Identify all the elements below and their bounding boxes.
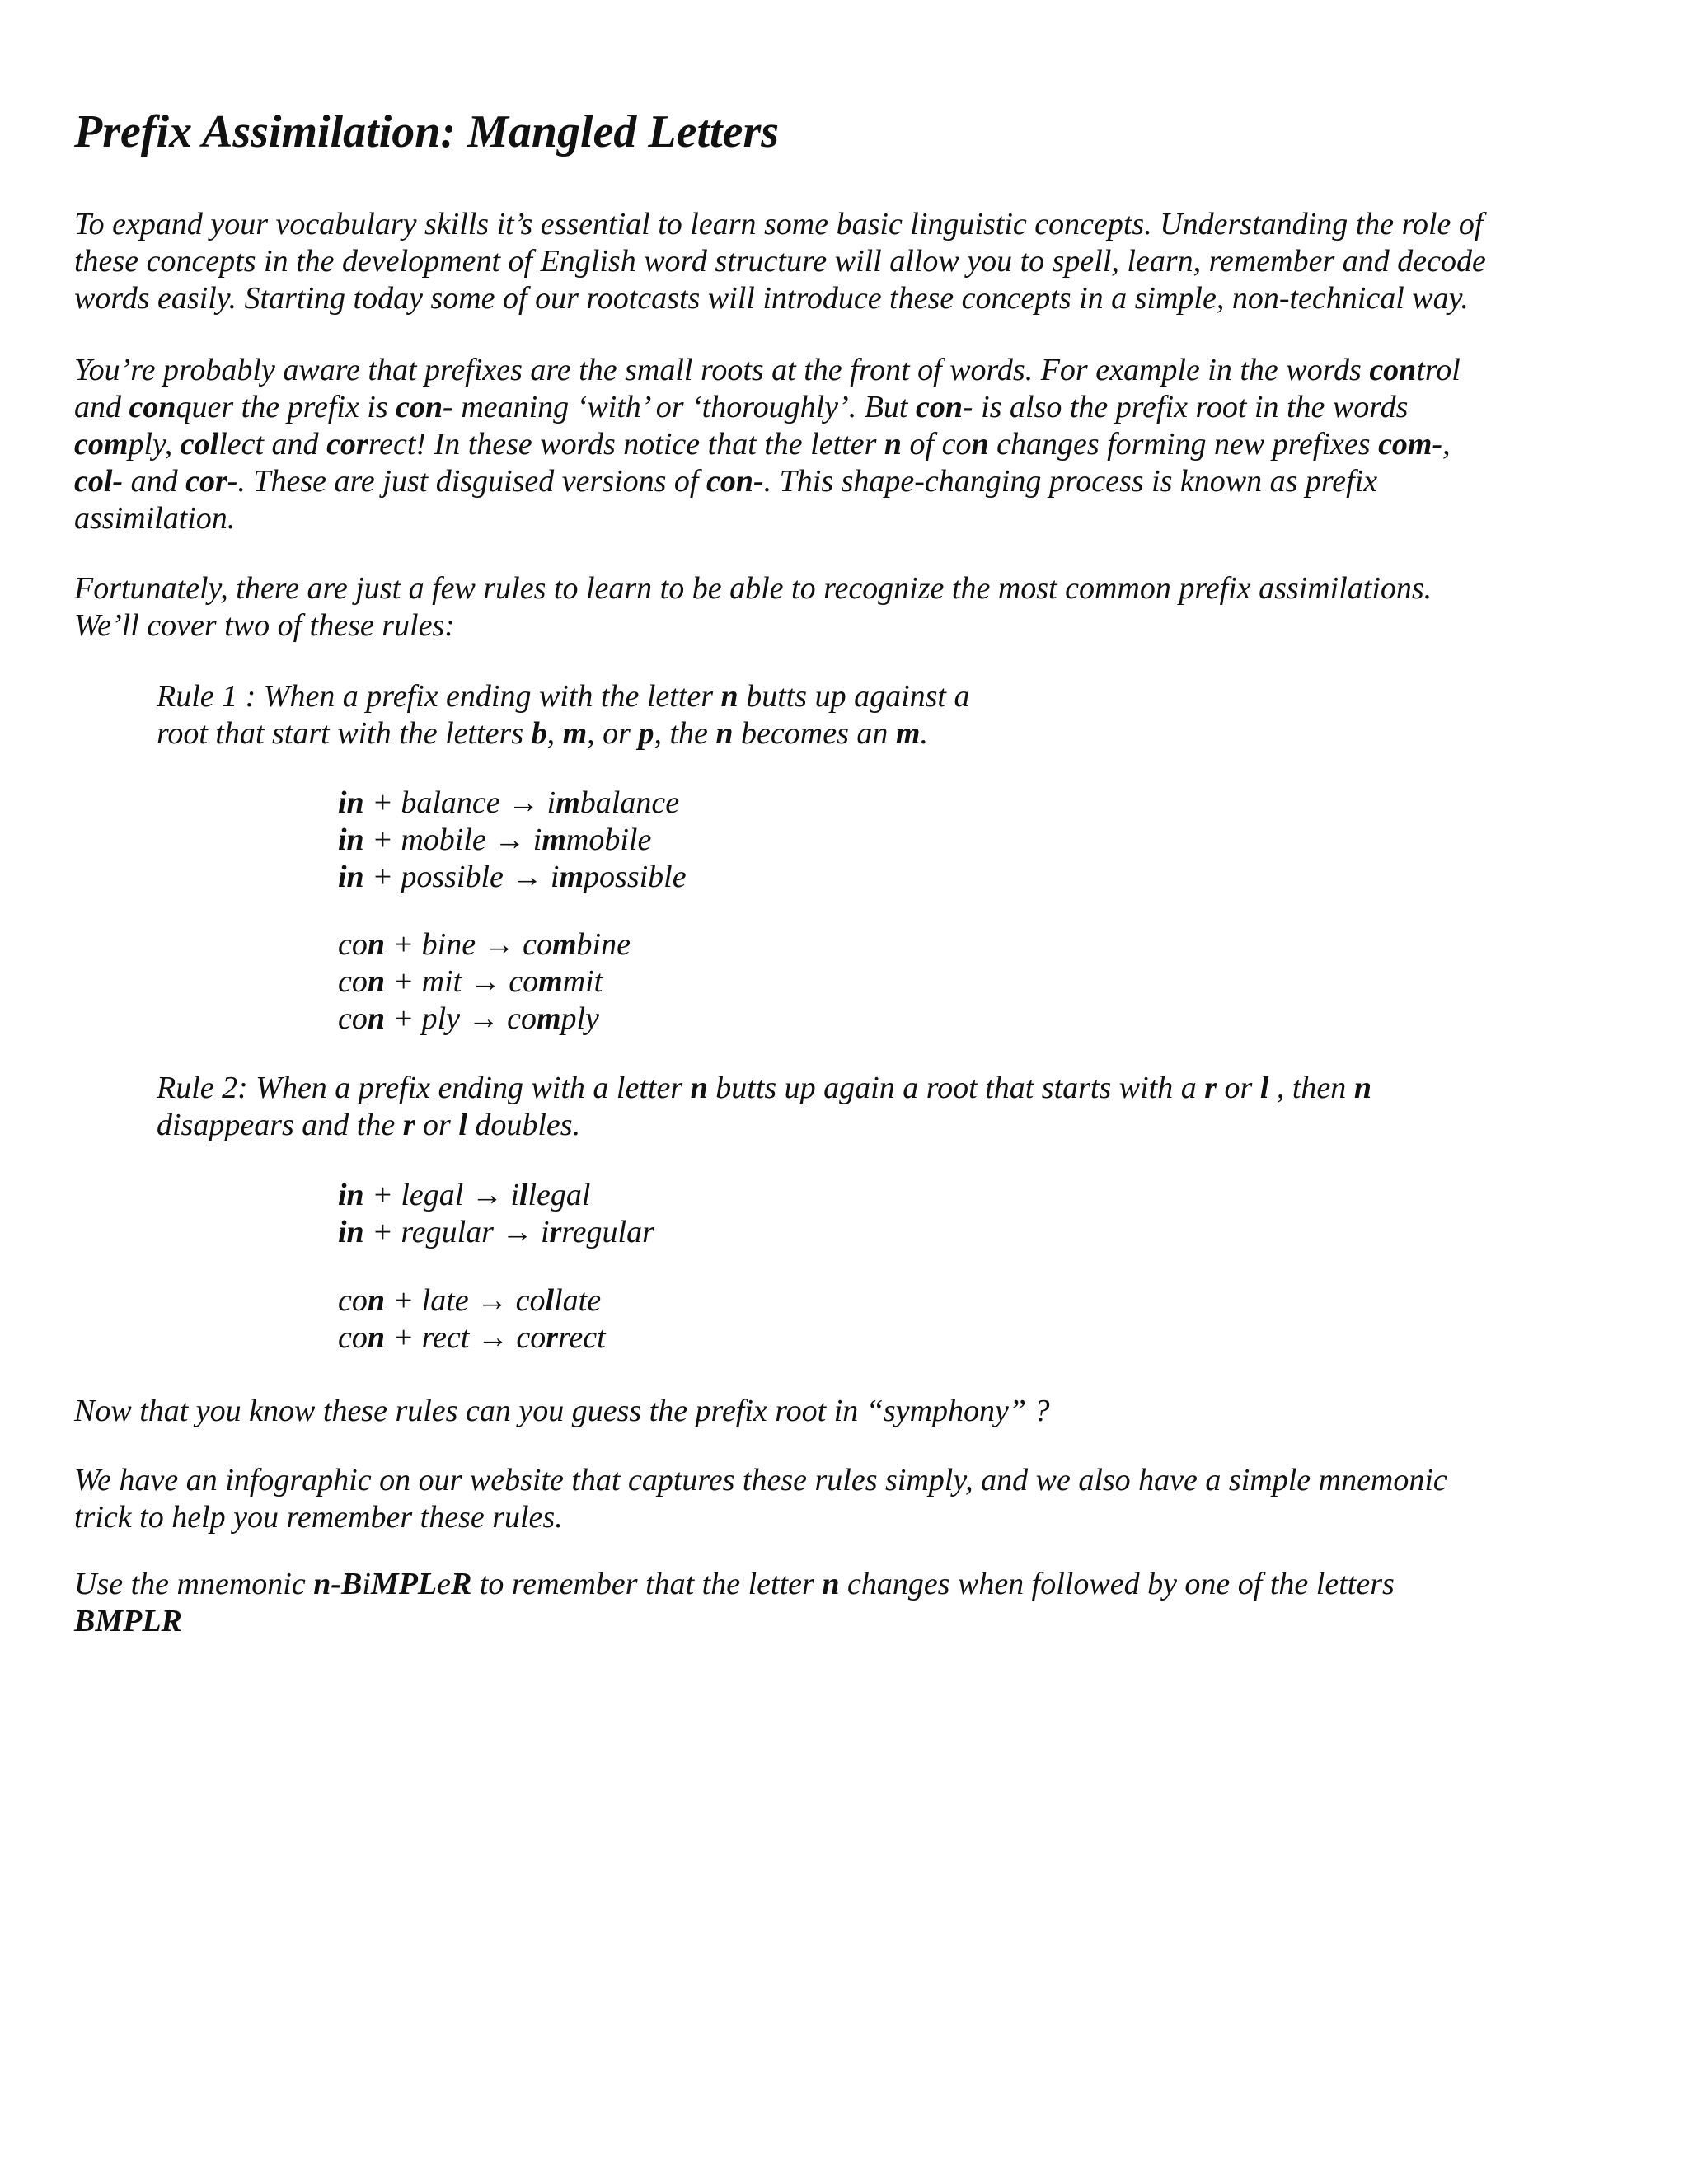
example-line: in + mobile → immobile (338, 823, 652, 857)
text-line: and conquer the prefix is con- meaning ‘with’ or ‘thoroughly’. But con- is also the prefix root in the words (74, 390, 1409, 424)
example-line: in + possible → impossible (338, 860, 687, 894)
rule-2-con-examples (338, 1282, 606, 1357)
text-line: trick to help you remember these rules. (74, 1500, 563, 1535)
rule-2-in-examples (338, 1177, 654, 1251)
example-line: con + mit → commit (338, 964, 603, 999)
arrow-icon: → (467, 1001, 499, 1036)
text-line: assimilation. (74, 501, 236, 536)
text-line: col- and cor-. These are just disguised versions of con-. This shape-changing process is known as prefix (74, 464, 1378, 499)
rule-1-con-examples (338, 926, 631, 1038)
rule-2 (157, 1070, 1372, 1144)
prefix-explanation-paragraph (74, 352, 1461, 537)
text-line: You’re probably aware that prefixes are the small roots at the front of words. For example in the words control (74, 353, 1461, 387)
page-title: Prefix Assimilation: Mangled Letters (74, 106, 780, 157)
text-line: disappears and the r or l doubles. (157, 1108, 581, 1142)
text-line: these concepts in the development of English word structure will allow you to spell, learn, remember and decode (74, 244, 1486, 279)
text-line: Use the mnemonic n-BiMPLeR to remember that the letter n changes when followed by one of the letters (74, 1567, 1395, 1601)
text-line: words easily. Starting today some of our rootcasts will introduce these concepts in a simple, non-technical way. (74, 281, 1469, 316)
example-line: con + ply → comply (338, 1001, 599, 1036)
text-line: Fortunately, there are just a few rules to learn to be able to recognize the most common prefix assimilations. (74, 571, 1432, 606)
text-line: BMPLR (74, 1604, 182, 1638)
infographic-paragraph (74, 1462, 1447, 1536)
example-line: in + legal → illegal (338, 1178, 591, 1212)
question-paragraph (74, 1393, 1050, 1430)
arrow-icon: → (501, 1215, 533, 1249)
example-line: in + regular → irregular (338, 1215, 654, 1249)
text-line: Now that you know these rules can you guess the prefix root in “symphony” ? (74, 1394, 1050, 1428)
arrow-icon: → (508, 785, 540, 820)
example-line: con + rect → correct (338, 1320, 606, 1355)
arrow-icon: → (483, 927, 515, 962)
text-line: comply, collect and correct! In these words notice that the letter n of con changes forming new prefixes com-, (74, 427, 1451, 462)
example-line: in + balance → imbalance (338, 785, 680, 820)
text-line: We’ll cover two of these rules: (74, 608, 455, 643)
example-line: con + late → collate (338, 1283, 602, 1318)
text-line: Rule 1 : When a prefix ending with the letter n butts up against a (157, 679, 970, 714)
arrow-icon: → (476, 1320, 509, 1355)
arrow-icon: → (511, 860, 543, 894)
text-line: Rule 2: When a prefix ending with a letter n butts up again a root that starts with a r or l , then n (157, 1071, 1372, 1105)
rule-1 (157, 678, 970, 752)
arrow-icon: → (469, 964, 501, 999)
example-line: con + bine → combine (338, 927, 631, 962)
rule-1-in-examples (338, 785, 687, 896)
intro-paragraph (74, 206, 1486, 317)
arrow-icon: → (494, 823, 526, 857)
text-line: root that start with the letters b, m, or p, the n becomes an m. (157, 716, 928, 751)
arrow-icon: → (476, 1283, 509, 1318)
text-line: We have an infographic on our website that captures these rules simply, and we also have a simple mnemonic (74, 1463, 1447, 1497)
rules-intro-paragraph (74, 570, 1432, 644)
text-line: To expand your vocabulary skills it’s essential to learn some basic linguistic concepts. Understanding the role of (74, 207, 1484, 241)
mnemonic-paragraph (74, 1566, 1395, 1640)
arrow-icon: → (471, 1178, 503, 1212)
